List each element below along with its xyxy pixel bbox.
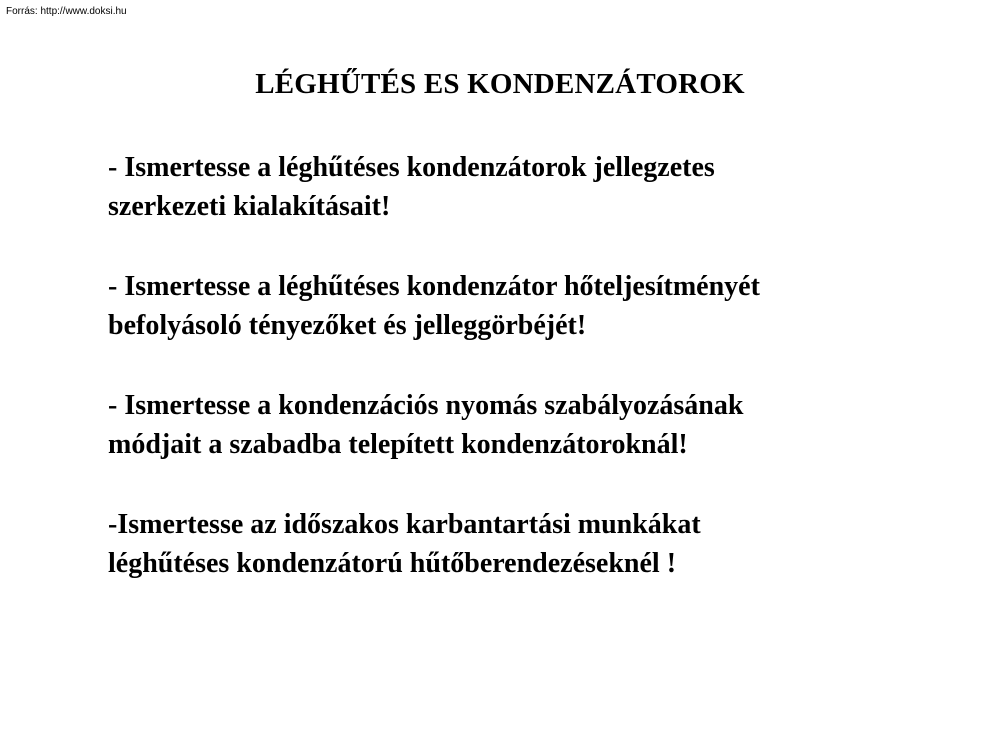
question-line: - Ismertesse a kondenzációs nyomás szabályozásának: [108, 390, 744, 421]
source-url-text: Forrás: http://www.doksi.hu: [6, 6, 127, 17]
question-item: [108, 267, 968, 345]
question-line: szerkezeti kialakításait!: [108, 191, 391, 222]
question-item: [108, 505, 968, 583]
page-title: LÉGHŰTÉS ES KONDENZÁTOROK: [255, 68, 745, 100]
question-line: módjait a szabadba telepített kondenzátoroknál!: [108, 429, 688, 460]
question-item: [108, 148, 968, 226]
question-line: -Ismertesse az időszakos karbantartási munkákat: [108, 509, 701, 540]
question-list: [108, 148, 968, 624]
question-line: befolyásoló tényezőket és jelleggörbéjét!: [108, 310, 587, 341]
question-line: - Ismertesse a léghűtéses kondenzátor hőteljesítményét: [108, 271, 760, 302]
question-line: - Ismertesse a léghűtéses kondenzátorok jellegzetes: [108, 152, 715, 183]
question-item: [108, 386, 968, 464]
question-line: léghűtéses kondenzátorú hűtőberendezéseknél !: [108, 548, 677, 579]
